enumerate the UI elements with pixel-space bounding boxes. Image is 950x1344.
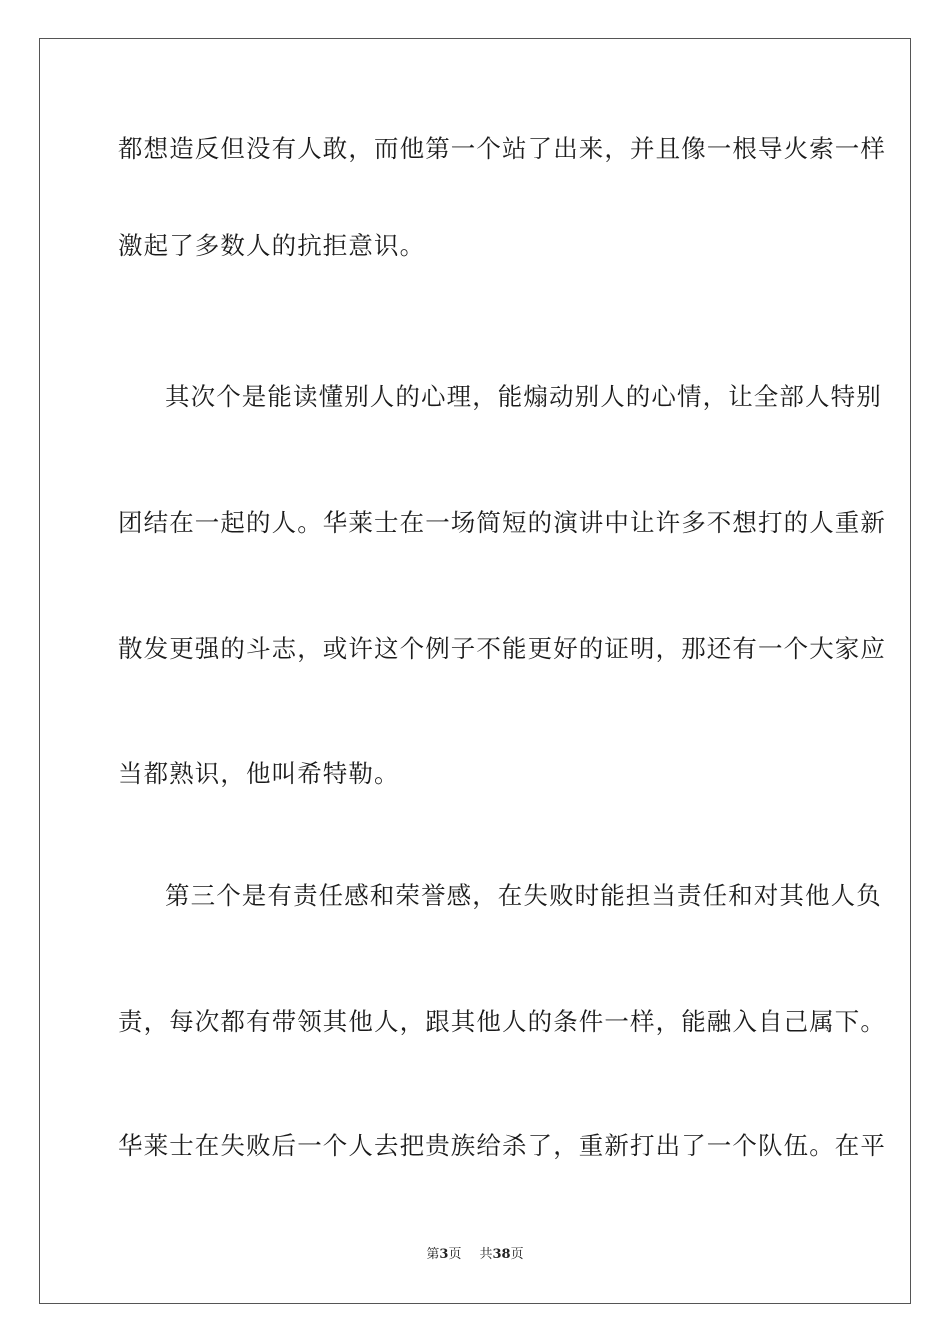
page-number: 3: [439, 1247, 449, 1262]
body-line-9: 华莱士在失败后一个人去把贵族给杀了，重新打出了一个队伍。在平: [118, 1131, 886, 1160]
page-suffix: 页: [448, 1247, 462, 1262]
total-pages: 38: [492, 1247, 511, 1262]
total-prefix: 共: [479, 1247, 493, 1262]
body-line-3: 其次个是能读懂别人的心理，能煽动别人的心情，让全部人特别: [165, 382, 882, 411]
page-border: [39, 38, 911, 1304]
body-line-4: 团结在一起的人。华莱士在一场简短的演讲中让许多不想打的人重新: [118, 508, 886, 537]
page-footer: [0, 1246, 950, 1264]
body-line-2: 激起了多数人的抗拒意识。: [118, 231, 426, 260]
body-line-7: 第三个是有责任感和荣誉感，在失败时能担当责任和对其他人负: [165, 881, 882, 910]
total-suffix: 页: [510, 1247, 524, 1262]
page-prefix: 第: [426, 1247, 440, 1262]
body-line-1: 都想造反但没有人敢，而他第一个站了出来，并且像一根导火索一样: [118, 134, 886, 163]
body-line-8: 责，每次都有带领其他人，跟其他人的条件一样，能融入自己属下。: [118, 1007, 886, 1036]
body-line-5: 散发更强的斗志，或许这个例子不能更好的证明，那还有一个大家应: [118, 634, 886, 663]
body-line-6: 当都熟识，他叫希特勒。: [118, 759, 400, 788]
